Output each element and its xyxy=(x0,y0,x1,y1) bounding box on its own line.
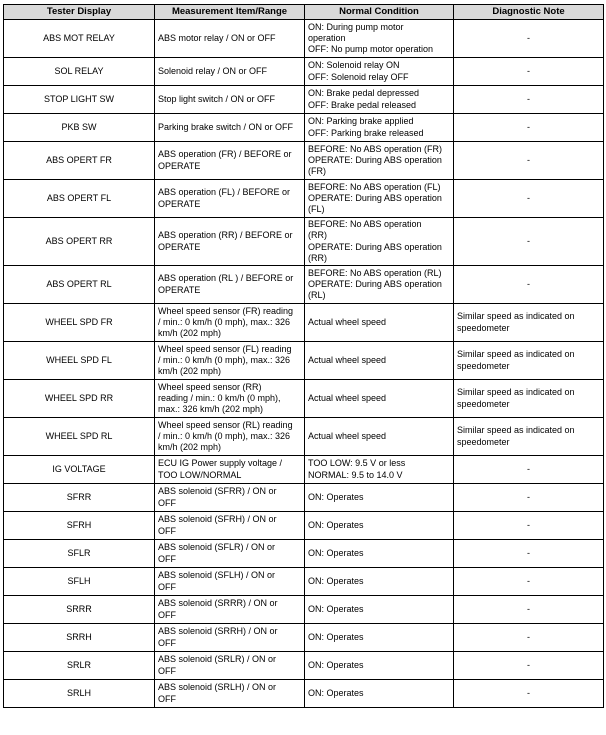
header-tester-display: Tester Display xyxy=(4,5,155,20)
normal-condition-cell: BEFORE: No ABS operation (FR) OPERATE: During ABS operation (FR) xyxy=(305,142,454,180)
table-row xyxy=(4,456,604,484)
tester-display-cell: SRLR xyxy=(4,652,155,680)
measurement-item-cell: Wheel speed sensor (FL) reading / min.: 0 km/h (0 mph), max.: 326 km/h (202 mph) xyxy=(155,342,305,380)
normal-condition-cell: ON: Parking brake applied OFF: Parking brake released xyxy=(305,114,454,142)
table-row xyxy=(4,180,604,218)
normal-condition-cell: ON: Operates xyxy=(305,680,454,708)
normal-condition-cell: ON: Operates xyxy=(305,568,454,596)
normal-condition-cell: ON: Operates xyxy=(305,540,454,568)
tester-display-cell: STOP LIGHT SW xyxy=(4,86,155,114)
measurement-item-cell: ABS solenoid (SFRR) / ON or OFF xyxy=(155,484,305,512)
normal-condition-cell: ON: Solenoid relay ON OFF: Solenoid relay OFF xyxy=(305,58,454,86)
diagnostic-note-cell: - xyxy=(454,114,604,142)
tester-display-cell: SFLR xyxy=(4,540,155,568)
table-row xyxy=(4,418,604,456)
measurement-item-cell: ABS operation (RR) / BEFORE or OPERATE xyxy=(155,218,305,266)
header-normal-condition: Normal Condition xyxy=(305,5,454,20)
diagnostic-note-cell: - xyxy=(454,512,604,540)
normal-condition-cell: ON: During pump motor operation OFF: No pump motor operation xyxy=(305,20,454,58)
table-row xyxy=(4,142,604,180)
measurement-item-cell: ABS solenoid (SRRR) / ON or OFF xyxy=(155,596,305,624)
tester-display-cell: SRLH xyxy=(4,680,155,708)
measurement-item-cell: ABS solenoid (SFRH) / ON or OFF xyxy=(155,512,305,540)
diagnostic-note-cell: - xyxy=(454,596,604,624)
tester-display-table xyxy=(3,4,604,708)
diagnostic-note-cell: - xyxy=(454,540,604,568)
table-row xyxy=(4,512,604,540)
measurement-item-cell: Parking brake switch / ON or OFF xyxy=(155,114,305,142)
table-row xyxy=(4,218,604,266)
normal-condition-cell: Actual wheel speed xyxy=(305,380,454,418)
table-row xyxy=(4,86,604,114)
normal-condition-cell: ON: Operates xyxy=(305,512,454,540)
normal-condition-cell: BEFORE: No ABS operation (RR) OPERATE: During ABS operation (RR) xyxy=(305,218,454,266)
diagnostic-note-cell: Similar speed as indicated on speedometer xyxy=(454,418,604,456)
diagnostic-note-cell: - xyxy=(454,20,604,58)
table-row xyxy=(4,652,604,680)
normal-condition-cell: BEFORE: No ABS operation (RL) OPERATE: During ABS operation (RL) xyxy=(305,266,454,304)
tester-display-cell: ABS MOT RELAY xyxy=(4,20,155,58)
tester-display-cell: SRRH xyxy=(4,624,155,652)
normal-condition-cell: ON: Operates xyxy=(305,652,454,680)
normal-condition-cell: ON: Operates xyxy=(305,484,454,512)
table-row xyxy=(4,680,604,708)
tester-display-cell: SRRR xyxy=(4,596,155,624)
measurement-item-cell: ABS solenoid (SRLR) / ON or OFF xyxy=(155,652,305,680)
diagnostic-note-cell: - xyxy=(454,652,604,680)
header-diagnostic-note: Diagnostic Note xyxy=(454,5,604,20)
diagnostic-note-cell: - xyxy=(454,218,604,266)
table-row xyxy=(4,624,604,652)
tester-display-cell: WHEEL SPD FL xyxy=(4,342,155,380)
table-row xyxy=(4,58,604,86)
tester-display-cell: IG VOLTAGE xyxy=(4,456,155,484)
tester-display-cell: ABS OPERT FL xyxy=(4,180,155,218)
tester-display-cell: WHEEL SPD RL xyxy=(4,418,155,456)
diagnostic-note-cell: - xyxy=(454,484,604,512)
tester-display-cell: ABS OPERT RR xyxy=(4,218,155,266)
measurement-item-cell: ABS solenoid (SFLR) / ON or OFF xyxy=(155,540,305,568)
measurement-item-cell: Solenoid relay / ON or OFF xyxy=(155,58,305,86)
measurement-item-cell: Wheel speed sensor (FR) reading / min.: 0 km/h (0 mph), max.: 326 km/h (202 mph) xyxy=(155,304,305,342)
tester-display-cell: SFRR xyxy=(4,484,155,512)
table-row xyxy=(4,304,604,342)
tester-display-cell: SFRH xyxy=(4,512,155,540)
tester-display-cell: ABS OPERT RL xyxy=(4,266,155,304)
diagnostic-note-cell: - xyxy=(454,58,604,86)
tester-display-cell: ABS OPERT FR xyxy=(4,142,155,180)
table-row xyxy=(4,380,604,418)
measurement-item-cell: ABS operation (FL) / BEFORE or OPERATE xyxy=(155,180,305,218)
measurement-item-cell: ABS operation (FR) / BEFORE or OPERATE xyxy=(155,142,305,180)
tester-display-cell: WHEEL SPD RR xyxy=(4,380,155,418)
diagnostic-note-cell: - xyxy=(454,456,604,484)
tester-display-cell: SFLH xyxy=(4,568,155,596)
measurement-item-cell: ABS operation (RL ) / BEFORE or OPERATE xyxy=(155,266,305,304)
table-row xyxy=(4,540,604,568)
table-row xyxy=(4,20,604,58)
table-row xyxy=(4,342,604,380)
diagnostic-note-cell: - xyxy=(454,142,604,180)
diagnostic-note-cell: - xyxy=(454,266,604,304)
normal-condition-cell: Actual wheel speed xyxy=(305,342,454,380)
header-measurement-item: Measurement Item/Range xyxy=(155,5,305,20)
table-row xyxy=(4,568,604,596)
table-row xyxy=(4,114,604,142)
tester-display-cell: WHEEL SPD FR xyxy=(4,304,155,342)
normal-condition-cell: ON: Operates xyxy=(305,624,454,652)
normal-condition-cell: ON: Operates xyxy=(305,596,454,624)
diagnostic-note-cell: Similar speed as indicated on speedometer xyxy=(454,304,604,342)
normal-condition-cell: Actual wheel speed xyxy=(305,418,454,456)
tester-display-cell: SOL RELAY xyxy=(4,58,155,86)
diagnostic-note-cell: - xyxy=(454,624,604,652)
measurement-item-cell: ABS solenoid (SRLH) / ON or OFF xyxy=(155,680,305,708)
measurement-item-cell: ABS motor relay / ON or OFF xyxy=(155,20,305,58)
table-row xyxy=(4,266,604,304)
diagnostic-note-cell: - xyxy=(454,680,604,708)
normal-condition-cell: TOO LOW: 9.5 V or less NORMAL: 9.5 to 14.0 V xyxy=(305,456,454,484)
normal-condition-cell: ON: Brake pedal depressed OFF: Brake pedal released xyxy=(305,86,454,114)
measurement-item-cell: Wheel speed sensor (RL) reading / min.: 0 km/h (0 mph), max.: 326 km/h (202 mph) xyxy=(155,418,305,456)
diagnostic-note-cell: - xyxy=(454,86,604,114)
diagnostic-note-cell: Similar speed as indicated on speedometer xyxy=(454,380,604,418)
normal-condition-cell: Actual wheel speed xyxy=(305,304,454,342)
measurement-item-cell: Wheel speed sensor (RR) reading / min.: 0 km/h (0 mph), max.: 326 km/h (202 mph) xyxy=(155,380,305,418)
diagnostic-note-cell: - xyxy=(454,568,604,596)
diagnostic-note-cell: Similar speed as indicated on speedometer xyxy=(454,342,604,380)
normal-condition-cell: BEFORE: No ABS operation (FL) OPERATE: During ABS operation (FL) xyxy=(305,180,454,218)
measurement-item-cell: ABS solenoid (SFLH) / ON or OFF xyxy=(155,568,305,596)
measurement-item-cell: Stop light switch / ON or OFF xyxy=(155,86,305,114)
measurement-item-cell: ABS solenoid (SRRH) / ON or OFF xyxy=(155,624,305,652)
table-row xyxy=(4,596,604,624)
measurement-item-cell: ECU IG Power supply voltage / TOO LOW/NORMAL xyxy=(155,456,305,484)
table-row xyxy=(4,484,604,512)
tester-display-cell: PKB SW xyxy=(4,114,155,142)
diagnostic-note-cell: - xyxy=(454,180,604,218)
header-row xyxy=(4,5,604,20)
